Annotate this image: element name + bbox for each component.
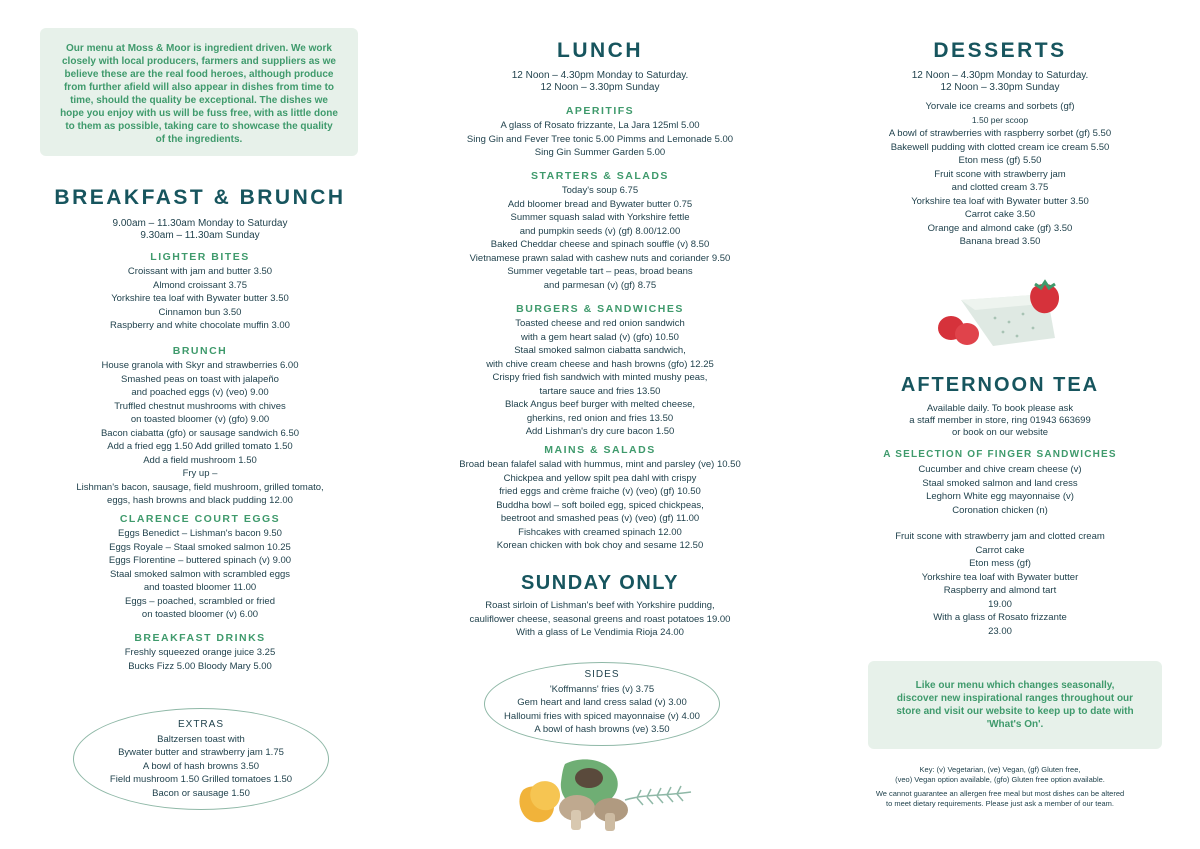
key-line: Key: (v) Vegetarian, (ve) Vegan, (gf) Gluten free, (919, 765, 1081, 774)
sunday-title: SUNDAY ONLY (520, 572, 680, 594)
afternoon-tea-title: AFTERNOON TEA (900, 374, 1100, 396)
list-item: Banana bread 3.50 (959, 236, 1041, 247)
list-item: A glass of Rosato frizzante, La Jara 125ml 5.00 (500, 120, 700, 131)
list-item: With a glass of Le Vendimia Rioja 24.00 (516, 627, 684, 638)
list-item: and pumpkin seeds (v) (gf) 8.00/12.00 (519, 225, 681, 237)
price: 23.00 (988, 625, 1012, 637)
list-item: and poached eggs (v) (veo) 9.00 (131, 387, 269, 398)
drinks-list (40, 646, 360, 673)
list-item: on toasted bloomer (v) (gfo) 9.00 (130, 414, 270, 425)
list-item: 1.50 per scoop (971, 114, 1029, 125)
list-item: Chickpea and yellow spilt pea dahl with crispy (503, 472, 697, 484)
lighter-bites-heading: LIGHTER BITES (150, 251, 250, 263)
clarence-heading: CLARENCE COURT EGGS (119, 513, 281, 525)
list-item: Eggs Benedict – Lishman's bacon 9.50 (118, 528, 282, 539)
list-item: Fry up – (182, 468, 218, 479)
list-item: Today's soup 6.75 (561, 185, 639, 196)
brunch-heading: BRUNCH (172, 345, 228, 357)
list-item: Lishman's bacon, sausage, field mushroom, grilled tomato, (76, 481, 324, 493)
sunday-list (440, 599, 760, 640)
list-item: Eggs – poached, scrambled or fried (125, 595, 275, 607)
hours-line: 9.30am – 11.30am Sunday (140, 230, 260, 241)
list-item: Baked Cheddar cheese and spinach souffle (v) 8.50 (490, 239, 710, 250)
list-item: Yorkshire tea loaf with Bywater butter 3.50 (111, 293, 289, 304)
aperitifs-list (440, 119, 760, 160)
extras-heading: EXTRAS (177, 719, 224, 730)
list-item: Yorkshire tea loaf with Bywater butter (921, 571, 1079, 583)
list-item: Carrot cake 3.50 (964, 209, 1036, 220)
hours-line: 9.00am – 11.30am Monday to Saturday (112, 218, 288, 229)
list-item: Truffled chestnut mushrooms with chives (114, 400, 286, 412)
list-item: Summer vegetable tart – peas, broad beans (507, 266, 693, 277)
sides-oval (484, 662, 720, 746)
list-item: Summer squash salad with Yorkshire fettle (510, 212, 690, 223)
list-item: Bakewell pudding with clotted cream ice cream 5.50 (890, 141, 1110, 153)
list-item: eggs, hash browns and black pudding 12.00 (107, 495, 293, 506)
list-item: Cinnamon bun 3.50 (158, 306, 242, 318)
drinks-heading: BREAKFAST DRINKS (134, 632, 266, 644)
intro-text: Our menu at Moss & Moor is ingredient driven. We work closely with local producers, farmers and suppliers as we believe these are the real food heroes, although produce from further afield will also appear in dishes from time to time, should the quality be exceptional. The dishes we hope you enjoy with us will be fuss free, with as little done to them as possible, taking care to showcase the quality of the ingredients. (60, 43, 338, 145)
desserts-title: DESSERTS (933, 39, 1067, 62)
promo-text: Like our menu which changes seasonally, discover new inspirational ranges throughout our store and visit our website to keep up to date with 'What's On'. (896, 680, 1134, 730)
list-item: Crispy fried fish sandwich with minted mushy peas, (492, 372, 708, 383)
breakfast-hours (40, 218, 360, 242)
list-item: Cucumber and chive cream cheese (v) (918, 464, 1082, 475)
info-line: a staff member in store, ring 01943 663699 (909, 415, 1091, 426)
list-item: Raspberry and white chocolate muffin 3.00 (110, 320, 290, 331)
list-item: Staal smoked salmon ciabatta sandwich, (514, 345, 686, 356)
list-item: Bywater butter and strawberry jam 1.75 (118, 747, 284, 758)
list-item: and toasted bloomer 11.00 (143, 582, 257, 593)
cakes-list (840, 530, 1160, 638)
allergen-line: to meet dietary requirements. Please just ask a member of our team. (885, 798, 1115, 808)
info-line: or book on our website (951, 427, 1049, 438)
list-item: Fishcakes with creamed spinach 12.00 (518, 526, 682, 538)
burgers-list (440, 317, 760, 439)
sides-heading: SIDES (584, 669, 620, 680)
list-item: Yorvale ice creams and sorbets (gf) (925, 101, 1075, 112)
list-item: Bacon or sausage 1.50 (152, 787, 250, 799)
list-item: Halloumi fries with spiced mayonnaise (v) 4.00 (504, 710, 700, 722)
list-item: gherkins, red onion and fries 13.50 (526, 412, 674, 424)
list-item: Freshly squeezed orange juice 3.25 (124, 647, 276, 658)
allergen-line: We cannot guarantee an allergen free meal but most dishes can be altered (875, 789, 1125, 798)
list-item: Black Angus beef burger with melted cheese, (504, 399, 696, 410)
hours-line: 12 Noon – 4.30pm Monday to Saturday. (911, 70, 1089, 81)
list-item: cauliflower cheese, seasonal greens and roast potatoes 19.00 (469, 613, 731, 625)
list-item: Eggs Florentine – buttered spinach (v) 9.00 (108, 555, 292, 566)
list-item: and parmesan (v) (gf) 8.75 (543, 279, 657, 291)
hours-line: 12 Noon – 4.30pm Monday to Saturday. (511, 70, 689, 81)
list-item: Baltzersen toast with (157, 733, 245, 745)
sandwiches-heading: A SELECTION OF FINGER SANDWICHES (883, 449, 1117, 460)
hours-line: 12 Noon – 3.30pm Sunday (940, 82, 1060, 93)
list-item: House granola with Skyr and strawberries 6.00 (101, 360, 299, 371)
list-item: Eggs Royale – Staal smoked salmon 10.25 (109, 541, 291, 553)
lighter-bites-list (40, 265, 360, 333)
list-item: Smashed peas on toast with jalapeño (121, 373, 279, 385)
burgers-heading: BURGERS & SANDWICHES (516, 303, 684, 315)
desserts-list (840, 100, 1160, 249)
list-item: A bowl of hash browns 3.50 (142, 760, 260, 772)
list-item: A bowl of hash browns (ve) 3.50 (534, 724, 670, 735)
list-item: Broad bean falafel salad with hummus, mint and parsley (ve) 10.50 (459, 459, 741, 470)
afternoon-intro (840, 403, 1160, 439)
list-item: Carrot cake (975, 544, 1025, 556)
list-item: Buddha bowl – soft boiled egg, spiced chickpeas, (496, 499, 704, 511)
lunch-hours (440, 70, 760, 94)
allergen-note (840, 789, 1160, 808)
list-item: and clotted cream 3.75 (951, 182, 1049, 193)
sandwiches-list (840, 463, 1160, 517)
extras-oval (73, 708, 329, 810)
list-item: Staal smoked salmon with scrambled eggs (109, 568, 291, 580)
list-item: Add Lishman's dry cure bacon 1.50 (525, 426, 675, 437)
list-item: Sing Gin Summer Garden 5.00 (534, 147, 666, 158)
list-item: Fruit scone with strawberry jam and clotted cream (895, 531, 1105, 542)
list-item: fried eggs and crème fraiche (v) (veo) (gf) 10.50 (499, 486, 701, 497)
list-item: Eton mess (gf) (969, 558, 1031, 569)
list-item: Eton mess (gf) 5.50 (958, 155, 1042, 166)
breakfast-title: BREAKFAST & BRUNCH (54, 186, 346, 209)
list-item: Almond croissant 3.75 (153, 279, 247, 291)
list-item: Croissant with jam and butter 3.50 (127, 266, 273, 277)
list-item: Vietnamese prawn salad with cashew nuts and coriander 9.50 (469, 252, 731, 264)
list-item: Sing Gin and Fever Tree tonic 5.00 Pimms and Lemonade 5.00 (466, 133, 734, 145)
starters-list (440, 184, 760, 292)
list-item: A bowl of strawberries with raspberry sorbet (gf) 5.50 (888, 128, 1112, 139)
price: 19.00 (988, 598, 1012, 610)
hours-line: 12 Noon – 3.30pm Sunday (540, 82, 660, 93)
mains-heading: MAINS & SALADS (544, 444, 656, 456)
list-item: Coronation chicken (n) (952, 504, 1048, 516)
list-item: Leghorn White egg mayonnaise (v) (926, 491, 1074, 502)
promo-note (868, 661, 1162, 749)
list-item: 'Koffmanns' fries (v) 3.75 (549, 683, 655, 695)
list-item: Bucks Fizz 5.00 Bloody Mary 5.00 (128, 660, 272, 672)
list-item: Yorkshire tea loaf with Bywater butter 3.50 (911, 195, 1089, 207)
list-item: with chive cream cheese and hash browns (gfo) 12.25 (486, 358, 714, 370)
list-item: with a gem heart salad (v) (gfo) 10.50 (521, 331, 679, 343)
list-item: tartare sauce and fries 13.50 (539, 385, 661, 397)
list-item: Add bloomer bread and Bywater butter 0.75 (507, 198, 693, 210)
food-illustration (505, 750, 700, 835)
list-item: Korean chicken with bok choy and sesame 12.50 (496, 540, 704, 551)
list-item: Add a fried egg 1.50 Add grilled tomato 1.50 (107, 441, 293, 452)
key-line: (veo) Vegan option available, (gfo) Gluten free option available. (895, 774, 1105, 784)
info-line: Available daily. To book please ask (926, 403, 1074, 414)
list-item: on toasted bloomer (v) 6.00 (141, 609, 259, 620)
desserts-hours (840, 70, 1160, 94)
aperitifs-heading: APERITIFS (565, 105, 635, 117)
list-item: beetroot and smashed peas (v) (veo) (gf) 11.00 (500, 513, 700, 524)
list-item: Add a field mushroom 1.50 (143, 454, 257, 466)
lunch-title: LUNCH (557, 39, 643, 62)
mains-list (440, 458, 760, 553)
list-item: Raspberry and almond tart (943, 585, 1057, 596)
dessert-illustration (935, 278, 1067, 353)
list-item: Toasted cheese and red onion sandwich (515, 318, 685, 329)
list-item: Bacon ciabatta (gfo) or sausage sandwich 6.50 (100, 427, 300, 439)
list-item: Staal smoked salmon and land cress (922, 477, 1078, 489)
intro-note (40, 28, 358, 156)
list-item: Field mushroom 1.50 Grilled tomatoes 1.50 (109, 774, 293, 785)
list-item: Orange and almond cake (gf) 3.50 (927, 222, 1073, 234)
list-item: With a glass of Rosato frizzante (933, 612, 1067, 623)
list-item: Gem heart and land cress salad (v) 3.00 (517, 697, 687, 708)
dietary-key (840, 765, 1160, 784)
starters-heading: STARTERS & SALADS (531, 170, 669, 182)
clarence-list (40, 527, 360, 622)
brunch-list (40, 359, 360, 508)
list-item: Fruit scone with strawberry jam (934, 168, 1066, 180)
list-item: Roast sirloin of Lishman's beef with Yorkshire pudding, (485, 600, 715, 611)
